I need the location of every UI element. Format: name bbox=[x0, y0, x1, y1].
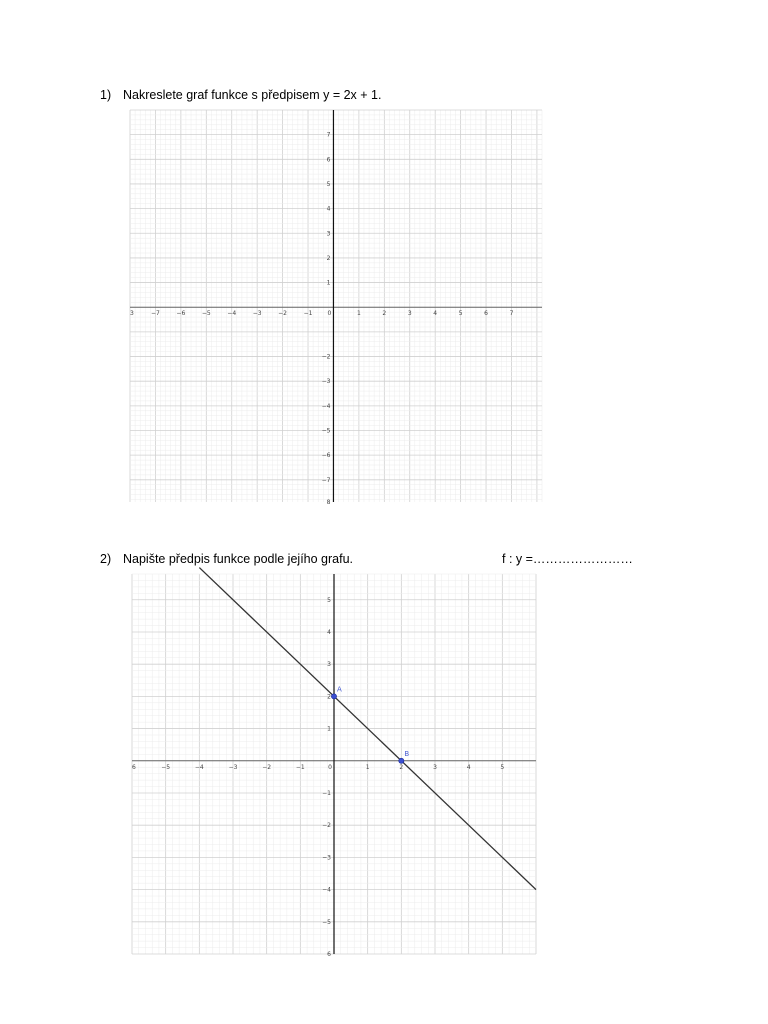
x-tick-label: 0 bbox=[327, 310, 332, 318]
x-tick-label: 6 bbox=[484, 310, 488, 318]
y-tick-label: 5 bbox=[327, 596, 331, 604]
y-tick-label: −3 bbox=[322, 854, 331, 862]
y-tick-label: 6 bbox=[327, 951, 331, 958]
task-2-text: Napište předpis funkce podle jejího grafu. bbox=[123, 552, 354, 566]
x-tick-label: 3 bbox=[433, 763, 437, 771]
x-tick-label: 2 bbox=[382, 310, 387, 318]
x-tick-label: −2 bbox=[262, 763, 272, 771]
x-tick-label: −3 bbox=[252, 310, 262, 318]
x-tick-label: 5 bbox=[458, 310, 463, 318]
y-tick-label: 7 bbox=[326, 131, 331, 139]
x-tick-label: −5 bbox=[201, 310, 211, 318]
x-tick-label: 6 bbox=[132, 763, 136, 771]
y-tick-label: 2 bbox=[326, 254, 331, 262]
x-tick-label: 5 bbox=[500, 763, 505, 771]
x-tick-label: −4 bbox=[227, 310, 237, 318]
y-tick-label: −3 bbox=[321, 378, 331, 386]
x-tick-label: 1 bbox=[365, 763, 370, 771]
x-tick-label: −6 bbox=[176, 310, 186, 318]
y-tick-label: −7 bbox=[321, 476, 331, 484]
x-tick-label: 0 bbox=[328, 763, 332, 771]
point-a bbox=[331, 694, 336, 699]
y-tick-label: 1 bbox=[326, 279, 331, 287]
y-tick-label: 1 bbox=[327, 725, 331, 733]
x-tick-label: 4 bbox=[466, 763, 471, 771]
y-tick-label: −5 bbox=[322, 918, 331, 926]
x-tick-label: 3 bbox=[130, 310, 134, 318]
y-tick-label: −2 bbox=[321, 353, 331, 361]
y-tick-label: −5 bbox=[321, 427, 331, 435]
x-tick-label: −1 bbox=[295, 763, 305, 771]
y-tick-label: −1 bbox=[322, 789, 331, 797]
task-2-number: 2) bbox=[100, 552, 112, 566]
y-tick-label: 5 bbox=[326, 180, 331, 188]
x-tick-label: −7 bbox=[151, 310, 160, 318]
graph-1 bbox=[130, 110, 542, 506]
y-tick-label: 2 bbox=[327, 693, 331, 701]
y-tick-label: 3 bbox=[327, 661, 331, 669]
grid bbox=[130, 110, 542, 502]
x-tick-label: 4 bbox=[433, 310, 438, 318]
point-label-b: B bbox=[404, 749, 410, 758]
point-label-a: A bbox=[337, 685, 342, 694]
x-tick-label: −3 bbox=[228, 763, 238, 771]
x-tick-label: −2 bbox=[278, 310, 288, 318]
y-tick-label: −4 bbox=[322, 886, 331, 894]
x-tick-label: 2 bbox=[399, 763, 404, 771]
x-tick-label: −5 bbox=[161, 763, 171, 771]
y-tick-label: −6 bbox=[321, 452, 331, 460]
point-b bbox=[399, 758, 404, 763]
y-tick-label: 6 bbox=[326, 156, 331, 164]
x-tick-label: 3 bbox=[407, 310, 412, 318]
x-tick-label: 7 bbox=[509, 310, 514, 318]
task-2-answer-blank: f : y =…………………… bbox=[502, 552, 633, 566]
y-tick-label: 3 bbox=[326, 230, 331, 238]
y-tick-label: −2 bbox=[322, 822, 331, 830]
task-1-heading bbox=[100, 88, 381, 102]
y-tick-label: 4 bbox=[327, 628, 331, 636]
y-tick-label: 4 bbox=[326, 205, 331, 213]
x-tick-label: 1 bbox=[356, 310, 361, 318]
y-tick-label: −4 bbox=[321, 402, 331, 410]
x-tick-label: −4 bbox=[194, 763, 204, 771]
task-2-heading bbox=[100, 552, 353, 566]
x-tick-label: −1 bbox=[303, 310, 313, 318]
task-1-text: Nakreslete graf funkce s předpisem y = 2x + 1. bbox=[123, 88, 382, 102]
task-1-number: 1) bbox=[100, 88, 112, 102]
graph-2 bbox=[132, 574, 536, 958]
y-tick-label: 8 bbox=[326, 499, 331, 506]
